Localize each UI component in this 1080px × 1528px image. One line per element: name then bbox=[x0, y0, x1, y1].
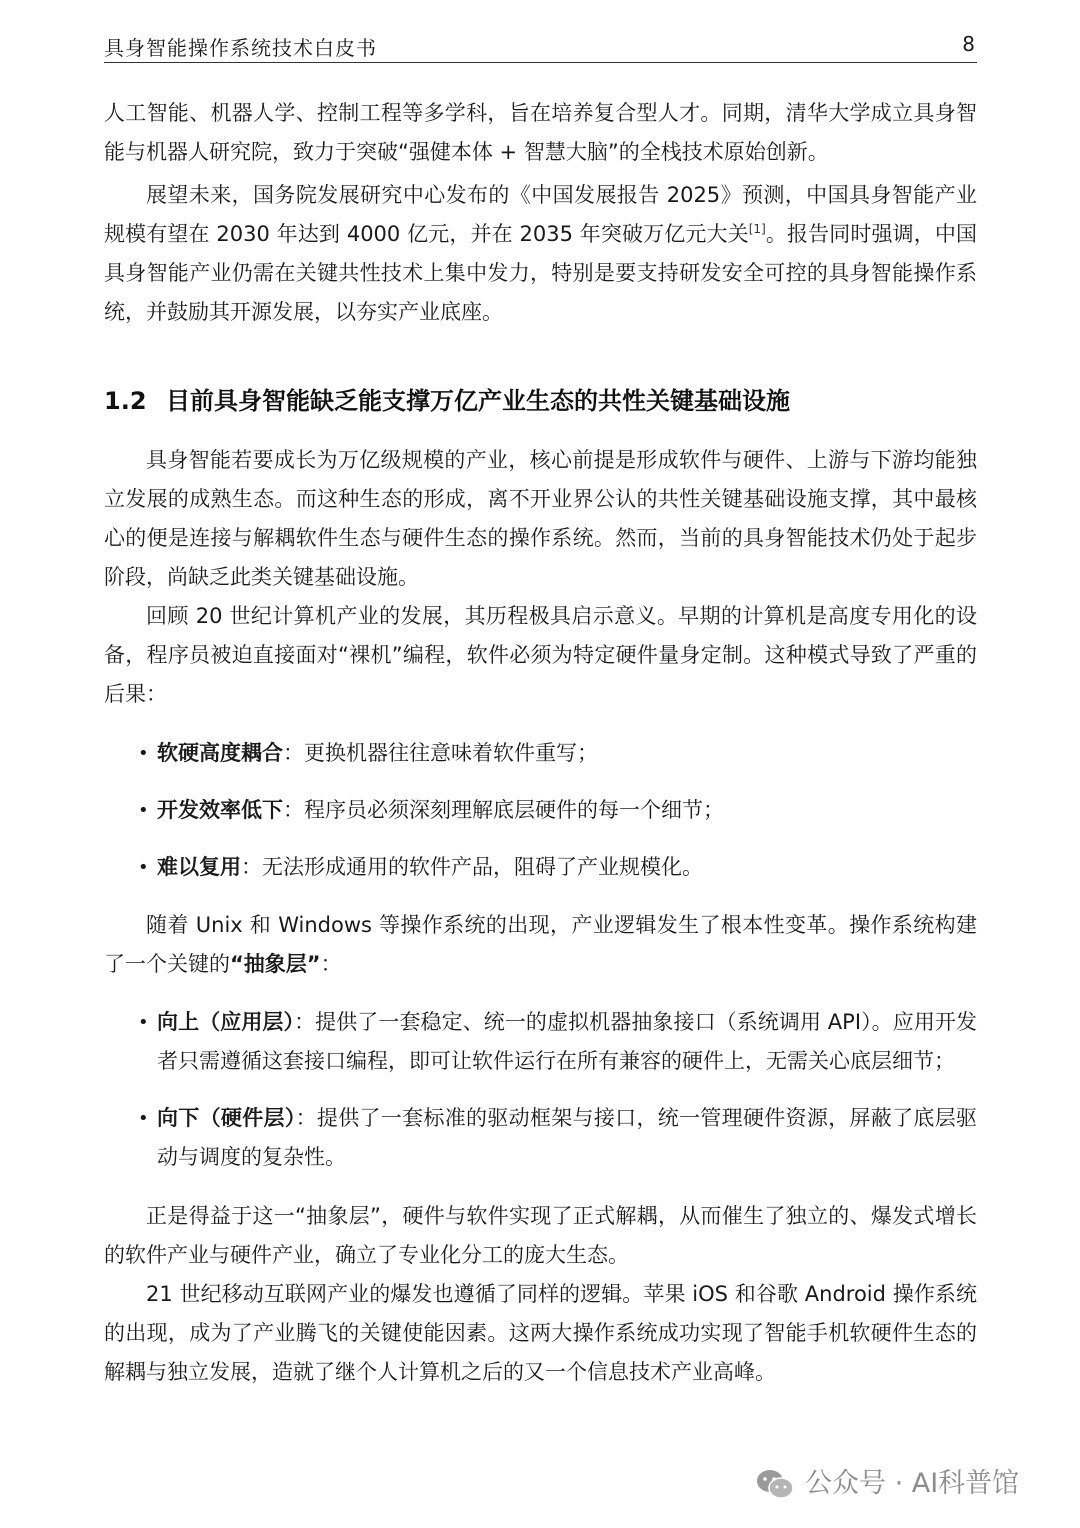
citation-ref[interactable]: [1] bbox=[748, 222, 766, 236]
page-header bbox=[104, 30, 977, 63]
bullet-term: 开发效率低下 bbox=[157, 798, 283, 822]
bullet-icon: • bbox=[138, 743, 149, 764]
bullet-text: ：提供了一套稳定、统一的虚拟机器抽象接口（系统调用 API）。应用开发者只需遵循这套接口编程，即可让软件运行在所有兼容的硬件上，无需关心底层细节； bbox=[157, 1010, 977, 1073]
section-heading bbox=[104, 381, 977, 421]
page-number: 8 bbox=[962, 32, 975, 56]
bullet-text: ：提供了一套标准的驱动框架与接口，统一管理硬件资源，屏蔽了底层驱动与调度的复杂性。 bbox=[157, 1106, 978, 1169]
paragraph-6: 正是得益于这一“抽象层”，硬件与软件实现了正式解耦，从而催生了独立的、爆发式增长的软件产业与硬件产业，确立了专业化分工的庞大生态。 bbox=[104, 1204, 977, 1267]
bullet-icon: • bbox=[138, 857, 149, 878]
paragraph-2-text-a: 展望未来，国务院发展研究中心发布的《中国发展报告 2025》预测，中国具身智能产业规模有望在 2030 年达到 4000 亿元，并在 2035 年突破万亿元大关 bbox=[104, 183, 977, 246]
paragraph-2-text-b: 。报告同时强调，中国具身智能产业仍需在关键共性技术上集中发力，特别是要支持研发安全可控的具身智能操作系统，并鼓励其开源发展，以夯实产业底座。 bbox=[104, 222, 977, 324]
list-item bbox=[104, 1099, 977, 1177]
paragraph-1: 人工智能、机器人学、控制工程等多学科，旨在培养复合型人才。同期，清华大学成立具身智能与机器人研究院，致力于突破“强健本体 + 智慧大脑”的全栈技术原始创新。 bbox=[104, 101, 977, 164]
bullet-icon: • bbox=[138, 1012, 149, 1033]
paragraph-5-text-a: 随着 Unix 和 Windows 等操作系统的出现，产业逻辑发生了根本性变革。操作系统构建了一个关键的 bbox=[104, 913, 977, 976]
paragraph-3: 具身智能若要成长为万亿级规模的产业，核心前提是形成软件与硬件、上游与下游均能独立发展的成熟生态。而这种生态的形成，离不开业界公认的共性关键基础设施支撑，其中最核心的便是连接与解耦软件生态与硬件生态的操作系统。然而，当前的具身智能技术仍处于起步阶段，尚缺乏此类关键基础设施。 bbox=[104, 448, 977, 589]
section-number: 1.2 bbox=[104, 387, 147, 415]
list-item bbox=[104, 791, 977, 830]
paragraph-5 bbox=[104, 906, 977, 984]
list-item bbox=[104, 734, 977, 773]
bullet-term: 向上（应用层） bbox=[157, 1010, 295, 1034]
wechat-icon bbox=[755, 1468, 795, 1500]
bullet-text: ：更换机器往往意味着软件重写； bbox=[283, 741, 598, 765]
paragraph-4: 回顾 20 世纪计算机产业的发展，其历程极具启示意义。早期的计算机是高度专用化的设备，程序员被迫直接面对“裸机”编程，软件必须为特定硬件量身定制。这种模式导致了严重的后果： bbox=[104, 604, 977, 706]
document-title: 具身智能操作系统技术白皮书 bbox=[104, 36, 377, 60]
section-title: 目前具身智能缺乏能支撑万亿产业生态的共性关键基础设施 bbox=[166, 387, 790, 415]
paragraph-5-text-b: ： bbox=[320, 952, 342, 976]
paragraph-7: 21 世纪移动互联网产业的爆发也遵循了同样的逻辑。苹果 iOS 和谷歌 Android 操作系统的出现，成为了产业腾飞的关键使能因素。这两大操作系统成功实现了智能手机软硬件生态的解耦与独立发展，造就了继个人计算机之后的又一个信息技术产业高峰。 bbox=[104, 1282, 977, 1384]
bullet-icon: • bbox=[138, 800, 149, 821]
bullet-text: ：程序员必须深刻理解底层硬件的每一个细节； bbox=[283, 798, 724, 822]
bullet-text: ：无法形成通用的软件产品，阻碍了产业规模化。 bbox=[241, 855, 703, 879]
bullet-term: 向下（硬件层） bbox=[157, 1106, 296, 1130]
list-item bbox=[104, 848, 977, 887]
watermark bbox=[755, 1464, 1055, 1504]
bullet-term: 难以复用 bbox=[157, 855, 241, 879]
paragraph-2 bbox=[104, 176, 977, 332]
paragraph-5-bold: “抽象层” bbox=[230, 952, 321, 976]
bullet-term: 软硬高度耦合 bbox=[157, 741, 283, 765]
list-item bbox=[104, 1003, 977, 1081]
bullet-icon: • bbox=[138, 1108, 149, 1129]
watermark-text: 公众号 · AI科普馆 bbox=[805, 1468, 1020, 1499]
